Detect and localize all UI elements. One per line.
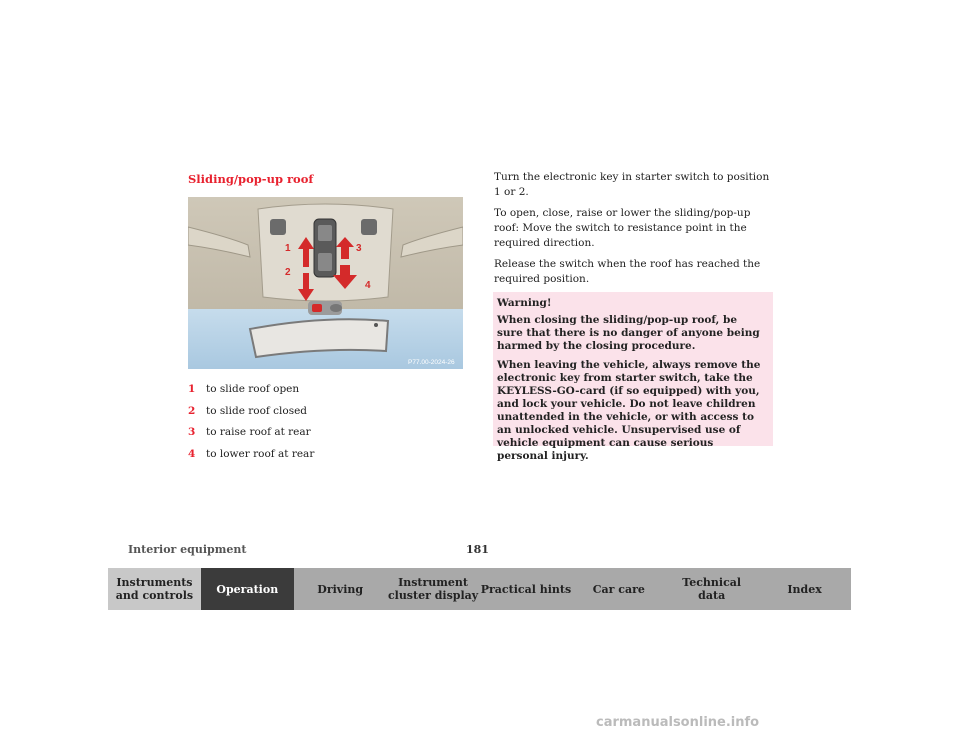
caption-number: 1 [188,383,196,395]
callout-1: 1 [285,243,291,254]
warning-title: Warning! [497,297,552,309]
nav-index[interactable]: Index [758,568,851,610]
caption-number: 3 [188,426,196,438]
instruction-paragraph: To open, close, raise or lower the sliding/pop-up roof: Move the switch to resistance point in the required direction. [494,207,751,249]
nav-practical-hints[interactable]: Practical hints [480,568,573,610]
nav-instrument-cluster-display[interactable]: Instrument cluster display [387,568,480,610]
caption-number: 2 [188,404,196,417]
caption-text: to slide roof open [206,383,300,395]
caption-item [188,444,458,466]
caption-text: to lower roof at rear [206,447,315,460]
caption-text: to slide roof closed [206,404,308,417]
warning-box [493,292,773,462]
nav-driving[interactable]: Driving [294,568,387,610]
callout-3: 3 [356,243,362,254]
instructions-column [494,170,772,293]
nav-instruments-and-controls[interactable]: Instruments and controls [108,568,201,610]
section-heading: Sliding/pop-up roof [188,172,314,186]
callout-4: 4 [365,280,371,291]
caption-item [188,422,458,444]
caption-item [188,379,458,401]
warning-paragraph: When closing the sliding/pop-up roof, be sure that there is no danger of anyone being harmed by the closing procedure. [497,314,760,352]
caption-item [188,401,458,423]
caption-number: 4 [188,447,196,460]
callout-2: 2 [285,267,291,278]
instruction-paragraph: Release the switch when the roof has reached the required position. [494,258,761,285]
nav-technical-data[interactable]: Technical data [665,568,758,610]
roof-switch-illustration [188,197,463,369]
footer-section-title: Interior equipment [128,543,247,556]
watermark: carmanualsonline.info [596,715,760,730]
nav-operation[interactable]: Operation [201,568,294,610]
instruction-paragraph: Turn the electronic key in starter switch to position 1 or 2. [494,171,770,198]
caption-text: to raise roof at rear [206,426,311,438]
caption-list [188,379,458,465]
page-number: 181 [466,543,489,556]
chapter-navigation [108,568,851,610]
nav-car-care[interactable]: Car care [572,568,665,610]
warning-paragraph: When leaving the vehicle, always remove the electronic key from starter switch, take the KEYLESS-GO-card (if so equipped) with you, and lock your vehicle. Do not leave children unattended in the vehicle, or with access to an unlocked vehicle. Unsupervised use of vehicle equipment can cause serious personal injury. [497,359,761,462]
figure-code: P77.00-2024-26 [408,359,455,366]
